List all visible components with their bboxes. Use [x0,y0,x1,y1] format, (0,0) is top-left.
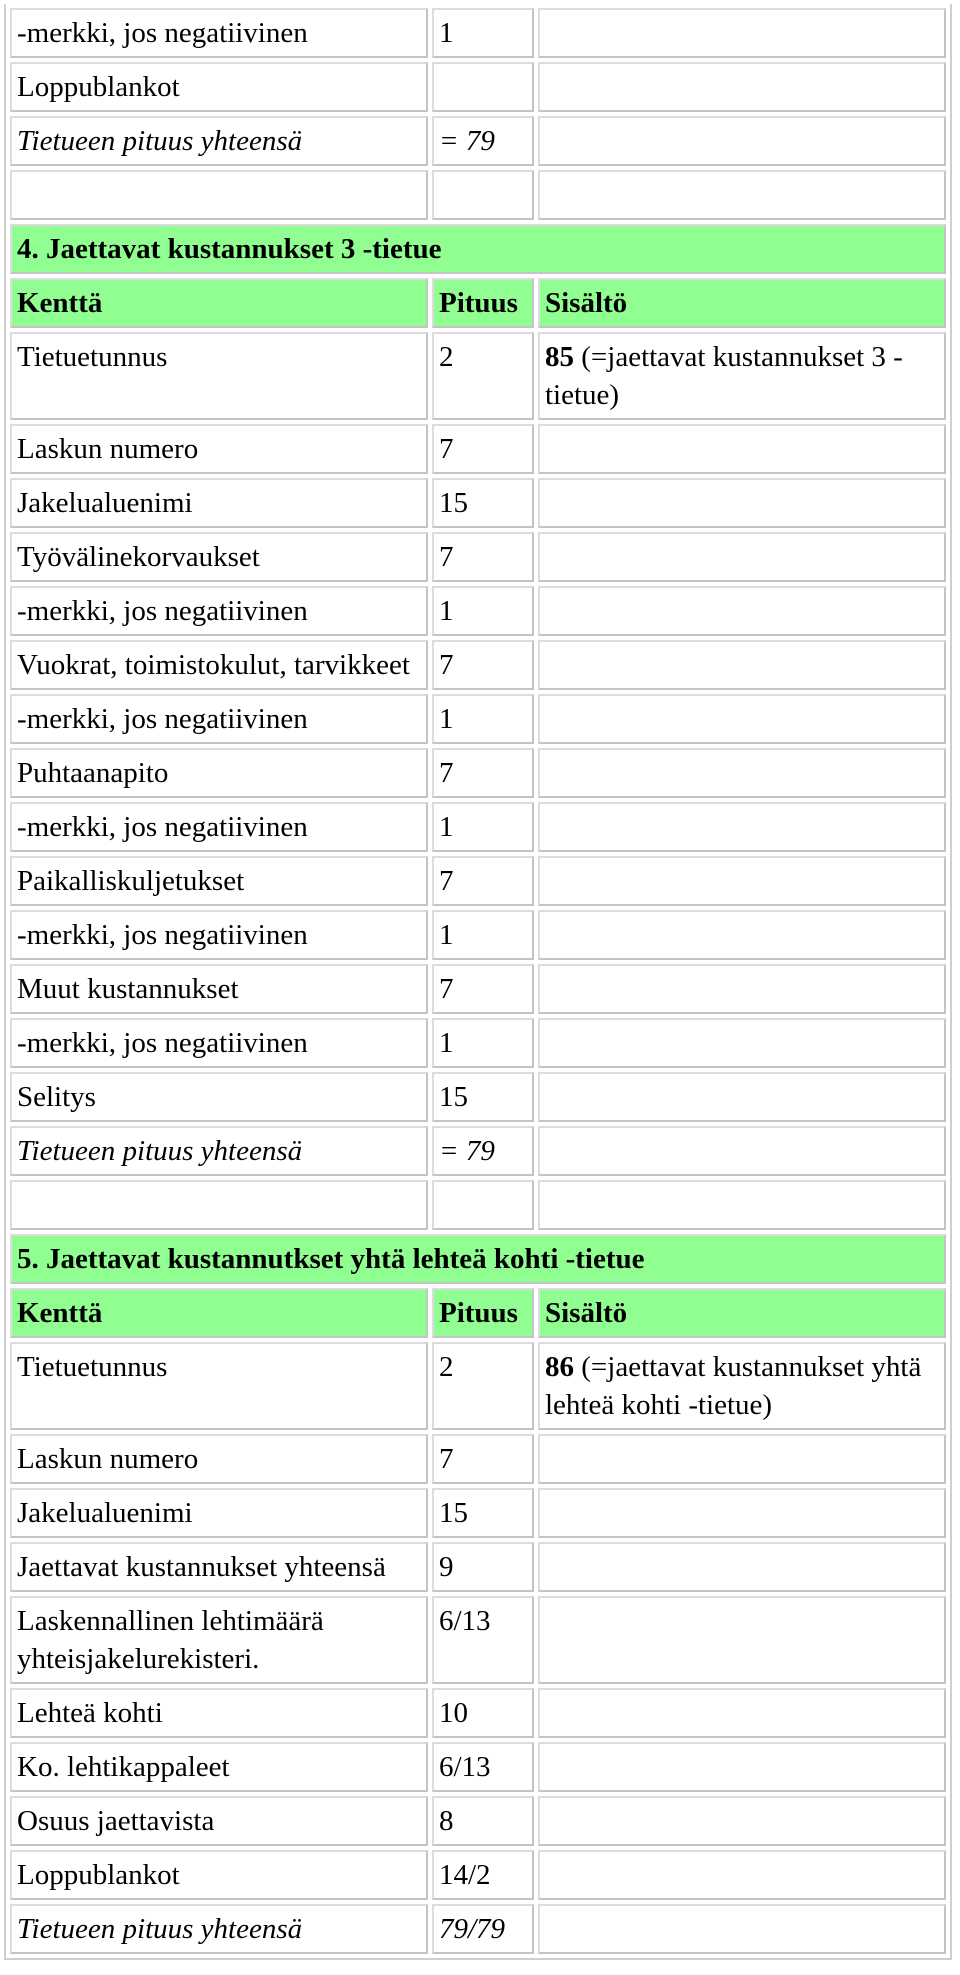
column-header-length: Pituus [432,1288,534,1338]
field-cell: Jakelualuenimi [10,1488,428,1538]
length-cell: 1 [432,586,534,636]
empty-cell [10,170,428,220]
field-cell: Laskennallinen lehtimäärä yhteisjakelurekisteri. [10,1596,428,1684]
table-row [10,1742,946,1792]
table-row [10,586,946,636]
length-cell: 8 [432,1796,534,1846]
content-cell [538,1596,946,1684]
length-cell: 10 [432,1688,534,1738]
content-cell [538,1126,946,1176]
table-row [10,910,946,960]
field-cell: Lehteä kohti [10,1688,428,1738]
field-cell: -merkki, jos negatiivinen [10,802,428,852]
field-cell: Laskun numero [10,424,428,474]
content-cell [538,748,946,798]
empty-cell [432,170,534,220]
section-title-row [10,224,946,274]
table-row [10,332,946,420]
column-header-content: Sisältö [538,1288,946,1338]
field-cell: Loppublankot [10,62,428,112]
field-cell: Ko. lehtikappaleet [10,1742,428,1792]
length-cell: 14/2 [432,1850,534,1900]
table-row [10,1488,946,1538]
field-cell: Jakelualuenimi [10,478,428,528]
length-cell: 7 [432,640,534,690]
record-spec-table [4,4,952,1960]
field-cell: -merkki, jos negatiivinen [10,1018,428,1068]
field-cell: Selitys [10,1072,428,1122]
length-cell: 7 [432,1434,534,1484]
content-cell [538,910,946,960]
content-cell [538,964,946,1014]
length-cell [432,62,534,112]
table-row [10,478,946,528]
content-cell [538,62,946,112]
table-row [10,8,946,58]
field-cell: Työvälinekorvaukset [10,532,428,582]
field-cell: Osuus jaettavista [10,1796,428,1846]
empty-cell [10,1180,428,1230]
field-cell: Tietuetunnus [10,1342,428,1430]
length-cell: 15 [432,478,534,528]
content-cell [538,1742,946,1792]
empty-cell [538,170,946,220]
length-cell: 1 [432,8,534,58]
table-row [10,532,946,582]
table-row [10,116,946,166]
table-row [10,802,946,852]
length-cell: 15 [432,1488,534,1538]
content-cell [538,694,946,744]
field-cell: Tietueen pituus yhteensä [10,1904,428,1954]
column-header-row [10,1288,946,1338]
table-row [10,62,946,112]
length-cell: 7 [432,532,534,582]
content-cell [538,1342,946,1430]
table-row [10,1850,946,1900]
column-header-field: Kenttä [10,1288,428,1338]
content-cell [538,1434,946,1484]
length-cell: 9 [432,1542,534,1592]
content-cell [538,1796,946,1846]
spacer-row [10,170,946,220]
length-cell: 7 [432,748,534,798]
length-cell: 15 [432,1072,534,1122]
table-row [10,1126,946,1176]
record-code-description: (=jaettavat kustannukset 3 -tietue) [545,341,903,411]
length-cell: 79/79 [432,1904,534,1954]
content-cell [538,116,946,166]
table-row [10,1596,946,1684]
field-cell: -merkki, jos negatiivinen [10,586,428,636]
table-row [10,856,946,906]
content-cell [538,532,946,582]
column-header-row [10,278,946,328]
empty-cell [432,1180,534,1230]
field-cell: Tietueen pituus yhteensä [10,1126,428,1176]
field-cell: Tietueen pituus yhteensä [10,116,428,166]
content-cell [538,8,946,58]
table-row [10,1904,946,1954]
table-row [10,1342,946,1430]
content-cell [538,1542,946,1592]
length-cell: 2 [432,1342,534,1430]
content-cell [538,1018,946,1068]
length-cell: 7 [432,856,534,906]
content-cell [538,1072,946,1122]
content-cell [538,802,946,852]
length-cell: 6/13 [432,1596,534,1684]
length-cell: 7 [432,964,534,1014]
section-title-row [10,1234,946,1284]
section-title: 5. Jaettavat kustannutkset yhtä lehteä kohti -tietue [10,1234,946,1284]
content-cell [538,586,946,636]
field-cell: Paikalliskuljetukset [10,856,428,906]
length-cell: = 79 [432,1126,534,1176]
section-title: 4. Jaettavat kustannukset 3 -tietue [10,224,946,274]
length-cell: 6/13 [432,1742,534,1792]
table-row [10,640,946,690]
field-cell: -merkki, jos negatiivinen [10,910,428,960]
length-cell: 1 [432,1018,534,1068]
table-row [10,1018,946,1068]
content-cell [538,1850,946,1900]
field-cell: Vuokrat, toimistokulut, tarvikkeet [10,640,428,690]
field-cell: Tietuetunnus [10,332,428,420]
content-cell [538,640,946,690]
field-cell: -merkki, jos negatiivinen [10,8,428,58]
table-row [10,1796,946,1846]
table-row [10,964,946,1014]
column-header-length: Pituus [432,278,534,328]
record-code-description: (=jaettavat kustannukset yhtä lehteä kohti -tietue) [545,1351,922,1421]
table-row [10,424,946,474]
length-cell: = 79 [432,116,534,166]
content-cell [538,478,946,528]
table-row [10,1542,946,1592]
content-cell [538,1904,946,1954]
field-cell: -merkki, jos negatiivinen [10,694,428,744]
field-cell: Laskun numero [10,1434,428,1484]
field-cell: Loppublankot [10,1850,428,1900]
table-row [10,694,946,744]
table-row [10,1434,946,1484]
field-cell: Puhtaanapito [10,748,428,798]
content-cell [538,1688,946,1738]
table-row [10,1072,946,1122]
content-cell [538,424,946,474]
table-row [10,748,946,798]
spacer-row [10,1180,946,1230]
field-cell: Muut kustannukset [10,964,428,1014]
length-cell: 7 [432,424,534,474]
empty-cell [538,1180,946,1230]
record-code: 86 [545,1351,574,1383]
column-header-content: Sisältö [538,278,946,328]
length-cell: 1 [432,910,534,960]
table-row [10,1688,946,1738]
length-cell: 2 [432,332,534,420]
field-cell: Jaettavat kustannukset yhteensä [10,1542,428,1592]
length-cell: 1 [432,694,534,744]
length-cell: 1 [432,802,534,852]
record-code: 85 [545,341,574,373]
column-header-field: Kenttä [10,278,428,328]
content-cell [538,332,946,420]
content-cell [538,1488,946,1538]
content-cell [538,856,946,906]
